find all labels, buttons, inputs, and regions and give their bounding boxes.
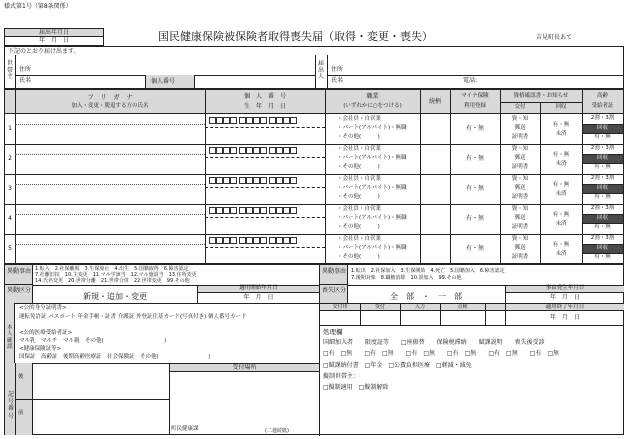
delivery-option[interactable]: 証明書	[511, 164, 529, 170]
furigana-input[interactable]	[15, 145, 205, 154]
digit-box[interactable]	[276, 177, 283, 184]
occupation-option[interactable]: ・その他( )	[337, 224, 380, 230]
check-label: 点検	[457, 304, 468, 310]
loss-reason-label: 異動事由	[321, 268, 346, 275]
apply-end-label: 適用終了年月日	[545, 304, 585, 310]
digit-box[interactable]	[260, 207, 267, 214]
process-line-3: □賦課納付書 □年金 □公費負担医療 □軽減・減免	[323, 362, 472, 369]
delivery-option[interactable]: 郵送	[514, 215, 526, 221]
elderly-yes-no[interactable]: 有・無	[594, 194, 611, 200]
occupation-option[interactable]: ・その他( )	[337, 254, 380, 260]
col-occupation-sub: (いずれかに○をつける)	[343, 103, 402, 109]
col-qualification: 資格確認書・お知らせ	[513, 93, 569, 99]
id-insurance-list: 国保証 高齢証 後期高齢医療証 社会保険証 その他( )	[19, 354, 211, 360]
elderly-collect: 回収	[596, 185, 608, 191]
digit-box[interactable]	[260, 117, 267, 124]
digit-box[interactable]	[239, 147, 246, 154]
digit-box[interactable]	[239, 207, 246, 214]
before-label: 前	[18, 410, 24, 416]
digit-box[interactable]	[276, 207, 283, 214]
householder-side-label: 世帯主	[7, 60, 14, 81]
phone-label: 電話:	[463, 77, 478, 84]
id-medical-list: マル乳 マルチ マル親 その他( )	[19, 338, 167, 344]
transfer-label: 記号番号	[7, 391, 14, 420]
notifier-name-label: 氏名	[331, 77, 344, 84]
digit-box[interactable]	[223, 177, 230, 184]
received-label: 受付	[374, 304, 385, 310]
row-number: 1	[8, 125, 12, 132]
name-input[interactable]	[15, 155, 205, 173]
delivery-option[interactable]: 資・知	[511, 236, 529, 242]
occupation-option[interactable]: ・パート(アルバイト)・無職	[337, 125, 407, 131]
apply-start-label: 適用開始年月日	[239, 285, 278, 291]
elderly-ratio[interactable]: 2割・3割	[590, 175, 615, 181]
col-my-number-sub: 利用登録	[463, 103, 486, 109]
delivery-option[interactable]: 証明書	[511, 194, 529, 200]
digit-box[interactable]	[290, 177, 297, 184]
process-line-1: 国細加入者 限度証等 □座振替 保険税滞納 賦課説明 喪失後受診	[323, 339, 545, 346]
lower-section	[4, 264, 624, 435]
delivery-option[interactable]: 証明書	[511, 254, 529, 260]
relation-input[interactable]	[421, 205, 449, 233]
occupation-option[interactable]: ・会社員・自営業	[337, 116, 382, 122]
my-number-yes-no[interactable]: 有・無	[465, 125, 484, 132]
col-elderly-sub: 受給者証	[591, 103, 614, 109]
delivery-option[interactable]: 郵送	[514, 155, 526, 161]
householder-address-label: 住所	[19, 66, 32, 73]
digit-box[interactable]	[230, 207, 237, 214]
occupation-option[interactable]: ・会社員・自営業	[337, 206, 382, 212]
elderly-ratio[interactable]: 2割・3割	[590, 145, 615, 151]
event-date-label: 事由発生年月日	[545, 285, 585, 291]
name-input[interactable]	[15, 215, 205, 233]
digit-box[interactable]	[216, 147, 223, 154]
col-elderly: 高齢	[596, 93, 608, 99]
collection-value[interactable]: 有・無	[552, 152, 570, 158]
digit-box[interactable]	[269, 207, 276, 214]
collection-sub: 未済	[555, 191, 567, 197]
delivery-option[interactable]: 資・知	[511, 176, 529, 182]
elderly-yes-no[interactable]: 有・無	[594, 254, 611, 260]
collection-value[interactable]: 有・無	[552, 182, 570, 188]
elderly-ratio[interactable]: 2割・3割	[590, 235, 615, 241]
id-section-label: 本人確認	[7, 325, 13, 350]
col-relation: 続柄	[428, 98, 441, 105]
delivery-option[interactable]: 資・知	[511, 146, 529, 152]
digit-box[interactable]	[216, 117, 223, 124]
my-number-yes-no[interactable]: 有・無	[465, 185, 484, 192]
collection-sub: 未済	[555, 161, 567, 167]
row-number: 3	[8, 185, 12, 192]
name-input[interactable]	[15, 185, 205, 203]
id-medical: <公的医療受給者証>	[19, 330, 73, 336]
digit-box[interactable]	[276, 147, 283, 154]
elderly-ratio[interactable]: 2割・3割	[590, 115, 615, 121]
digit-box[interactable]	[253, 207, 260, 214]
row-number: 4	[8, 215, 12, 222]
elderly-collect: 回収	[596, 245, 608, 251]
collection-value[interactable]: 有・無	[552, 242, 570, 248]
digit-box[interactable]	[253, 177, 260, 184]
notify-date-box	[4, 28, 104, 46]
row-number: 5	[8, 245, 12, 252]
my-number-yes-no[interactable]: 有・無	[465, 245, 484, 252]
digit-box[interactable]	[290, 147, 297, 154]
id-insurance: <健康保険証等>	[19, 346, 62, 352]
digit-box[interactable]	[223, 147, 230, 154]
collection-value[interactable]: 有・無	[552, 212, 570, 218]
occupation-option[interactable]: ・パート(アルバイト)・無職	[337, 155, 407, 161]
relation-input[interactable]	[421, 145, 449, 173]
digit-box[interactable]	[239, 177, 246, 184]
elderly-collect: 回収	[596, 215, 608, 221]
occupation-option[interactable]: ・その他( )	[337, 194, 380, 200]
col-delivery: 交付	[514, 104, 526, 110]
my-number-yes-no[interactable]: 有・無	[465, 215, 484, 222]
delivery-option[interactable]: 資・知	[511, 206, 529, 212]
delivery-cell-label: 交付印	[332, 304, 348, 310]
join-reasons-1: 1.転入 2.社保離脱 3.生保廃止 4.出生 5.国籍取得 6.障害認定	[35, 266, 189, 272]
my-number-yes-no[interactable]: 有・無	[465, 155, 484, 162]
notify-date-value: 年 月 日	[38, 37, 69, 44]
digit-box[interactable]	[269, 177, 276, 184]
col-occupation: 職業	[366, 93, 379, 100]
birth-date-input[interactable]	[205, 158, 325, 173]
relation-input[interactable]	[421, 235, 449, 263]
notifier-section	[4, 46, 624, 89]
office-name: 町民健康課	[171, 426, 199, 432]
occupation-option[interactable]: ・パート(アルバイト)・無職	[337, 245, 407, 251]
loss-reasons-2: 7.後期対象 8.職権消除 10.誤加入 99.その他	[351, 275, 462, 281]
furigana-input[interactable]	[15, 175, 205, 184]
col-birth: 生 年 月 日	[243, 103, 286, 110]
digit-box[interactable]	[253, 147, 260, 154]
elderly-yes-no[interactable]: 有・無	[594, 164, 611, 170]
digit-box[interactable]	[283, 117, 290, 124]
input-label: 入力	[414, 304, 425, 310]
apply-start-value: 年 月 日	[243, 294, 274, 301]
birth-date-input[interactable]	[205, 128, 325, 143]
name-input[interactable]	[15, 125, 205, 143]
digit-box[interactable]	[283, 177, 290, 184]
digit-box[interactable]	[209, 207, 216, 214]
members-table	[4, 89, 624, 264]
digit-box[interactable]	[246, 117, 253, 124]
notifier-side-label: 届出人	[318, 60, 325, 81]
occupation-option[interactable]: ・会社員・自営業	[337, 236, 382, 242]
digit-box[interactable]	[216, 207, 223, 214]
loss-reasons-1: 1.転出 2.社保加入 3.生保開始 4.死亡 5.国籍加入 6.障害認定	[351, 268, 505, 274]
digit-box[interactable]	[283, 147, 290, 154]
delivery-option[interactable]: 郵送	[514, 125, 526, 131]
digit-box[interactable]	[230, 237, 237, 244]
digit-box[interactable]	[223, 117, 230, 124]
name-input[interactable]	[15, 245, 205, 263]
digit-box[interactable]	[239, 237, 246, 244]
after-label: 後	[18, 374, 24, 380]
col-collection: 回収	[555, 104, 567, 110]
digit-box[interactable]	[260, 177, 267, 184]
elderly-yes-no[interactable]: 有・無	[594, 134, 611, 140]
furigana-input[interactable]	[15, 115, 205, 124]
join-reasons-2: 7.社離旧扶 10.主変更 11.マル学該当 12.マル施設当 13.住所変更	[35, 272, 197, 278]
notice-text: 下記のとおり届け出ます。	[8, 48, 80, 55]
loss-category-label: 喪失区分	[321, 287, 346, 294]
digit-box[interactable]	[209, 237, 216, 244]
occupation-option[interactable]: ・その他( )	[337, 134, 380, 140]
digit-box[interactable]	[216, 237, 223, 244]
digit-box[interactable]	[269, 117, 276, 124]
collection-sub: 未済	[555, 251, 567, 257]
digit-box[interactable]	[253, 117, 260, 124]
householder-name-label: 氏名	[19, 77, 32, 84]
row-number: 2	[8, 155, 12, 162]
form-number: 様式第1号（第8条関係）	[4, 3, 72, 10]
collection-sub: 未済	[555, 221, 567, 227]
digit-box[interactable]	[269, 237, 276, 244]
digit-box[interactable]	[209, 177, 216, 184]
col-personal-number: 個 人 番 号	[243, 93, 286, 100]
event-date-value: 年 月 日	[549, 294, 580, 301]
notifier-address-label: 住所	[331, 66, 344, 73]
delivery-option[interactable]: 証明書	[511, 224, 529, 230]
col-furigana: フ リ ガ ナ	[87, 93, 133, 101]
join-category-value: 新規・追加・変更	[83, 292, 147, 301]
householder-number-label: 個人番号	[151, 78, 176, 85]
digit-box[interactable]	[230, 117, 237, 124]
delivery-option[interactable]: 郵送	[514, 185, 526, 191]
birth-date-input[interactable]	[205, 248, 325, 263]
digit-box[interactable]	[290, 207, 297, 214]
id-public: <公的身分証明書>	[19, 305, 67, 311]
occupation-option[interactable]: ・パート(アルバイト)・無職	[337, 185, 407, 191]
furigana-input[interactable]	[15, 205, 205, 214]
col-my-number: マイナ保険	[461, 93, 489, 99]
relation-input[interactable]	[421, 115, 449, 143]
process-line-2: □有 □無 □有 □無 □有 □無 □有 □無 □有 □無 □有 □無	[323, 350, 560, 357]
digit-box[interactable]	[246, 147, 253, 154]
digit-box[interactable]	[239, 117, 246, 124]
join-reasons-3: 14.氏名変更 20.世帯分離 21.世帯合併 22.世帯変更 99.その他	[35, 278, 190, 284]
digit-box[interactable]	[269, 147, 276, 154]
occupation-option[interactable]: ・会社員・自営業	[337, 176, 382, 182]
digit-box[interactable]	[260, 147, 267, 154]
apply-end-value: 年 月 日	[549, 314, 580, 321]
process-title: 処理欄	[323, 328, 343, 336]
elderly-collect: 回収	[596, 155, 608, 161]
process-line-4: 擬制世帯主：	[323, 373, 360, 380]
id-public-list: 運転免許証 パスポート 年金手帳・証書 介護証 外登証住基カード(写真付き) 個人番号カード	[19, 314, 247, 320]
birth-date-input[interactable]	[205, 218, 325, 233]
digit-box[interactable]	[246, 237, 253, 244]
elderly-collect: 回収	[596, 125, 608, 131]
delivery-option[interactable]: 郵送	[514, 245, 526, 251]
reception-place: 受付場所	[232, 364, 257, 371]
occupation-option[interactable]: ・その他( )	[337, 164, 380, 170]
digit-box[interactable]	[276, 117, 283, 124]
small-note: (二連続紙)	[265, 428, 289, 434]
loss-category-value: 全 部 ・ 一 部	[390, 292, 462, 301]
digit-box[interactable]	[290, 237, 297, 244]
digit-box[interactable]	[209, 117, 216, 124]
digit-box[interactable]	[209, 147, 216, 154]
elderly-yes-no[interactable]: 有・無	[594, 224, 611, 230]
form-title: 国民健康保険被保険者取得喪失届（取得・変更・喪失）	[158, 30, 433, 43]
digit-box[interactable]	[216, 177, 223, 184]
elderly-ratio[interactable]: 2割・3割	[590, 205, 615, 211]
digit-box[interactable]	[260, 237, 267, 244]
digit-box[interactable]	[223, 237, 230, 244]
digit-box[interactable]	[283, 237, 290, 244]
digit-box[interactable]	[290, 117, 297, 124]
relation-input[interactable]	[421, 175, 449, 203]
birth-date-input[interactable]	[205, 188, 325, 203]
digit-box[interactable]	[223, 207, 230, 214]
join-reason-label: 異動事由	[6, 268, 31, 275]
digit-box[interactable]	[246, 207, 253, 214]
addressee: 吉見町長あて	[536, 34, 573, 41]
digit-box[interactable]	[253, 237, 260, 244]
collection-sub: 未済	[555, 131, 567, 137]
join-category-label: 異動区分	[6, 287, 31, 294]
occupation-option[interactable]: ・会社員・自営業	[337, 146, 382, 152]
delivery-option[interactable]: 証明書	[511, 134, 529, 140]
process-line-5: □擬制適用 □擬制解除	[323, 384, 389, 391]
furigana-input[interactable]	[15, 235, 205, 244]
digit-box[interactable]	[283, 207, 290, 214]
digit-box[interactable]	[230, 147, 237, 154]
col-furigana-sub: 加入・変更・脱退する方の氏名	[71, 103, 149, 109]
digit-box[interactable]	[276, 237, 283, 244]
digit-box[interactable]	[230, 177, 237, 184]
collection-value[interactable]: 有・無	[552, 122, 570, 128]
digit-box[interactable]	[246, 177, 253, 184]
delivery-option[interactable]: 資・知	[511, 116, 529, 122]
occupation-option[interactable]: ・パート(アルバイト)・無職	[337, 215, 407, 221]
notify-date-header: 届出年月日	[38, 29, 69, 36]
